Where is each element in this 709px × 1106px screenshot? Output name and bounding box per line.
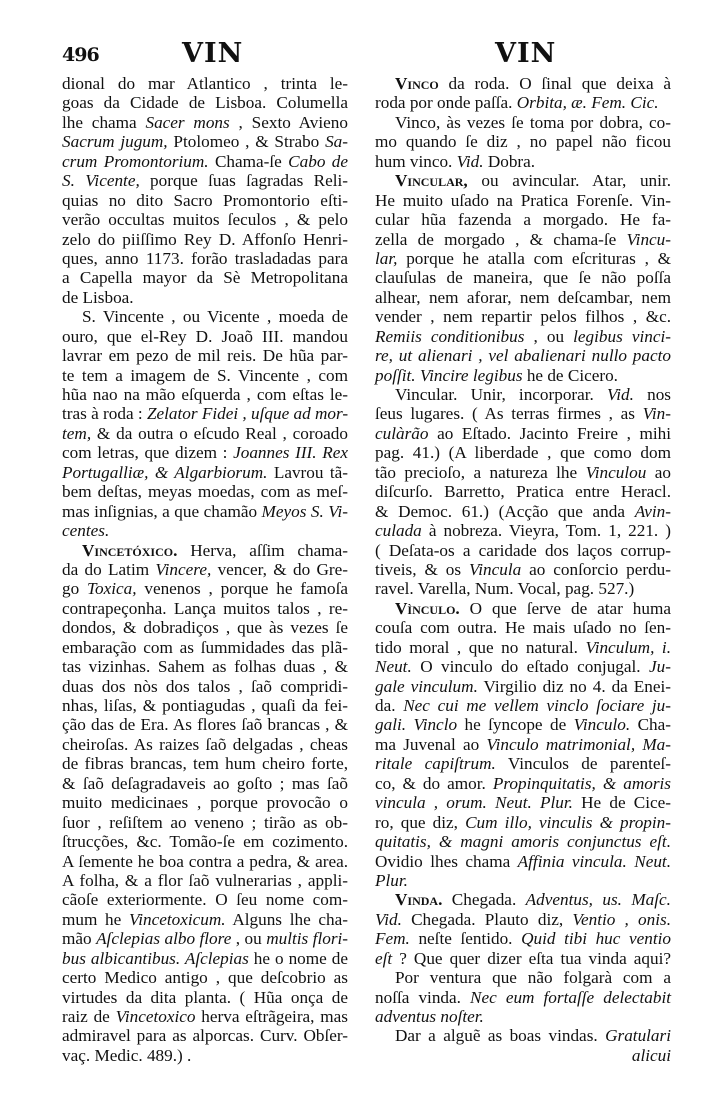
text-line xyxy=(375,638,671,657)
text-span: de Lisboa. xyxy=(62,287,134,307)
left-column xyxy=(62,74,348,1065)
text-span: à nobreza. Vieyra, Tom. 1, 221. ) xyxy=(421,521,671,541)
text-span: Chegada. Plauto diz, xyxy=(401,909,573,929)
text-line xyxy=(62,424,348,443)
italic-text: adventus noſter. xyxy=(375,1007,484,1026)
text-span: porque ſuas ſagradas Reli- xyxy=(139,171,348,191)
italic-text: Plur. xyxy=(375,870,408,890)
text-line xyxy=(62,113,348,132)
italic-text: Portugalliæ, & Algarbiorum. xyxy=(62,462,268,482)
text-span: tido moral , que no natural. xyxy=(375,637,586,657)
text-span: Chama-ſe xyxy=(208,151,289,171)
text-span: , Sexto Avieno xyxy=(229,112,348,132)
text-span: da do Latim xyxy=(62,559,156,579)
text-span: Dar a alguẽ as boas vindas. xyxy=(395,1026,606,1046)
text-span: cular hũa fazenda a morgado. He fa- xyxy=(375,210,671,230)
text-line xyxy=(375,677,671,696)
page-number: 496 xyxy=(62,44,99,66)
italic-text: Remiis conditionibus xyxy=(375,326,525,346)
text-span: & da outra o eſcudo Real , coroado xyxy=(91,423,348,443)
text-span: A folha, & a flor ſaõ vulnerarias , appli- xyxy=(62,870,348,890)
text-line xyxy=(62,541,348,560)
text-span: noſſa vinda. xyxy=(375,987,471,1007)
text-line xyxy=(62,852,348,871)
text-line xyxy=(375,230,671,249)
text-span: vender , nem repartir pelos filhos , &c. xyxy=(375,307,671,327)
text-line xyxy=(62,152,348,171)
text-span: cheiroſas. As raizes ſaõ delgadas , cheas xyxy=(62,734,348,754)
italic-text: Cabo de xyxy=(288,151,349,171)
text-span: Vinculos de parenteſ- xyxy=(495,754,671,774)
text-span: ? Que quer dizer eſta tua vinda aqui? xyxy=(392,948,671,968)
text-line xyxy=(375,482,671,501)
text-line xyxy=(375,307,671,326)
text-line xyxy=(62,307,348,326)
text-line xyxy=(62,638,348,657)
text-line xyxy=(62,230,348,249)
text-span: Dobra. xyxy=(483,151,536,171)
text-line xyxy=(62,871,348,890)
text-line xyxy=(62,132,348,151)
italic-text: Propinquitatis, & amoris xyxy=(492,773,671,793)
text-span: ou avincular. Atar, unir. xyxy=(467,171,671,191)
text-span: tiveis, & os xyxy=(375,559,469,579)
text-span: & ſaõ deſagradaveis ao goſto ; mas ſaõ xyxy=(62,773,348,793)
text-line xyxy=(375,813,671,832)
text-line xyxy=(62,404,348,423)
text-line xyxy=(375,521,671,540)
italic-text: Adventus, us. Maſc. xyxy=(525,890,671,910)
text-span: & Democ. 61.) (Acção que anda xyxy=(375,501,635,521)
text-span: hum vinco. xyxy=(375,151,457,171)
text-span: certo Medico antigo , que deſcobrio as xyxy=(62,968,348,988)
text-line xyxy=(375,910,671,929)
text-span: couſa com outra. He mais uſado no ſen- xyxy=(375,618,671,638)
text-span: , ou xyxy=(524,326,574,346)
italic-text: Affinia vincula. Neut. xyxy=(517,851,672,871)
text-span: Virgilio diz no 4. da Enei- xyxy=(477,676,672,696)
text-line xyxy=(375,988,671,1007)
italic-text: Sa- xyxy=(325,132,348,152)
italic-text: Nec eum fortaſſe delectabit xyxy=(470,987,671,1007)
text-span: da roda. O ſinal que deixa à xyxy=(438,74,671,93)
text-line xyxy=(62,502,348,521)
text-span: he de Cicero. xyxy=(522,365,618,385)
italic-text: culada xyxy=(375,521,422,541)
text-span: de fibras brancas, tem hum cheiro forte, xyxy=(62,754,348,774)
text-line xyxy=(375,1007,671,1026)
text-span: he ſyncope de xyxy=(457,715,574,735)
text-span: clauſulas de maneira, que ſe não poſſa xyxy=(375,268,671,288)
text-line xyxy=(62,560,348,579)
text-span: ſtrucções, &c. Tomão-ſe em cozimento. xyxy=(62,832,348,852)
text-line xyxy=(375,696,671,715)
italic-text: Cum illo, vinculis & propin- xyxy=(465,812,671,832)
italic-text: lar, xyxy=(375,248,398,268)
text-line xyxy=(62,968,348,987)
text-line xyxy=(375,404,671,423)
text-span: nhas, liſas, & pontiagudas , quaſi da fei- xyxy=(62,696,348,715)
text-span: Chegada. xyxy=(442,890,526,910)
text-span: herva eſtrãgeira, mas xyxy=(195,1007,348,1026)
text-line xyxy=(62,774,348,793)
text-span: muito medicinaes , porque provocão o xyxy=(62,793,348,813)
text-line xyxy=(375,715,671,734)
text-span: ravel. Varella, Num. Vocal, pag. 527.) xyxy=(375,579,635,599)
text-line xyxy=(375,288,671,307)
text-span: duas dos nòs dos talos , ſaõ compridi- xyxy=(62,676,348,696)
italic-text: Toxica, xyxy=(87,579,137,599)
text-span: S. Vincente , ou Vicente , moeda de xyxy=(82,307,348,327)
running-head-left: VIN xyxy=(182,38,244,69)
italic-text: Ju- xyxy=(649,657,671,677)
text-span: ao conſorcio perdu- xyxy=(521,559,671,579)
text-line xyxy=(62,657,348,676)
text-span: roda por onde paſſa. xyxy=(375,93,517,113)
text-line xyxy=(62,1046,348,1065)
italic-text: Aſclepias albo flore xyxy=(96,929,232,949)
text-span: raiz de xyxy=(62,1007,116,1026)
text-span: ao xyxy=(646,462,671,482)
text-span: embaração com as ſummidades das plã- xyxy=(62,637,348,657)
italic-text: S. Vicente, xyxy=(62,171,140,191)
text-line xyxy=(62,249,348,268)
italic-text: vincula , orum. Neut. Plur. xyxy=(375,793,573,813)
text-span: Vinco, às vezes ſe toma por dobra, co- xyxy=(395,112,671,132)
text-line xyxy=(375,1046,671,1065)
text-line xyxy=(62,579,348,598)
text-line xyxy=(62,385,348,404)
text-span: pag. 41.) (A liberdade , que como dom xyxy=(375,443,671,463)
italic-text: Vid. xyxy=(456,151,484,171)
italic-text: gale vinculum. xyxy=(375,676,478,696)
text-line xyxy=(62,949,348,968)
text-line xyxy=(62,715,348,734)
italic-text: Vincetoxico xyxy=(115,1007,196,1026)
text-span: ( Deſata-os a caridade dos laços corrup- xyxy=(375,540,671,560)
italic-text: Vinculo. xyxy=(573,715,631,735)
italic-text: eſt xyxy=(375,948,393,968)
italic-text: Vinculo matrimonial, Ma- xyxy=(486,734,671,754)
text-span: tras à roda : xyxy=(62,404,147,424)
text-span: ro, que diz, xyxy=(375,812,466,832)
italic-text: Vid. xyxy=(607,385,634,404)
text-line xyxy=(62,521,348,540)
italic-text: Sacer mons xyxy=(145,112,230,132)
text-span: zelo do piiſſimo Rey D. Affonſo Henri- xyxy=(62,229,348,249)
text-span: cãoſe exteriormente. O ſeu nome com- xyxy=(62,890,348,910)
text-line xyxy=(375,949,671,968)
text-span: com letras, que dizem : xyxy=(62,443,234,463)
text-line xyxy=(62,696,348,715)
italic-text: legibus vinci- xyxy=(573,326,672,346)
text-span: vencer, & do Gre- xyxy=(211,559,348,579)
text-span: ques, anno 1173. forão trasladadas para xyxy=(62,248,348,268)
text-span: Ptolomeo , & Strabo xyxy=(167,132,326,152)
text-line xyxy=(375,657,671,676)
text-line xyxy=(62,910,348,929)
text-line xyxy=(375,871,671,890)
text-span: lhe chama xyxy=(62,112,146,132)
text-span: virtudes da dita planta. ( Hũa onça de xyxy=(62,987,348,1007)
text-line xyxy=(375,560,671,579)
text-line xyxy=(62,288,348,307)
text-span: ma Juvenal ao xyxy=(375,734,487,754)
italic-text: re, ut alienari , vel abalienari nullo pacto xyxy=(375,346,671,366)
text-line xyxy=(62,618,348,637)
text-line xyxy=(62,735,348,754)
text-span: venenos , porque he famoſa xyxy=(136,579,348,599)
text-span: te tem a imagem de S. Vincente , com xyxy=(62,365,348,385)
text-line xyxy=(375,249,671,268)
italic-text: culàrão xyxy=(375,423,429,443)
text-span: vaç. Medic. 489.) . xyxy=(62,1045,192,1065)
text-line xyxy=(62,443,348,462)
text-span: ſuor , reſiſtem ao veneno ; tirão as ob- xyxy=(62,812,348,832)
italic-text: gali. Vinclo xyxy=(375,715,458,735)
text-line xyxy=(375,385,671,404)
text-line xyxy=(375,599,671,618)
text-span: ao Eſtado. Jacinto Freire , mihi xyxy=(428,423,671,443)
text-line xyxy=(375,113,671,132)
text-span: He de Cice- xyxy=(572,793,671,813)
text-span: da. xyxy=(375,696,404,715)
text-line xyxy=(375,210,671,229)
entry-headword: Vincular, xyxy=(395,171,468,191)
text-span: mão xyxy=(62,929,97,949)
text-line xyxy=(62,599,348,618)
italic-text: Joannes III. Rex xyxy=(233,443,348,463)
text-span: verão occultas muitos ſeculos , & pelo xyxy=(62,210,348,230)
text-span: Cha- xyxy=(630,715,671,735)
text-span: quias no dito Sacro Promontorio eſti- xyxy=(62,190,348,210)
text-span: alhear, nem aforar, nem deſcambar, nem xyxy=(375,287,671,307)
text-line xyxy=(375,832,671,851)
text-line xyxy=(375,754,671,773)
text-line xyxy=(375,152,671,171)
text-line xyxy=(375,852,671,871)
text-span: co, & do amor. xyxy=(375,773,493,793)
text-line xyxy=(375,541,671,560)
text-span: admiravel para as alporcas. Curv. Obſer- xyxy=(62,1026,348,1046)
text-line xyxy=(375,890,671,909)
text-line xyxy=(62,793,348,812)
text-span: mo quando ſe diz , no papel não ficou xyxy=(375,132,671,152)
text-line xyxy=(62,832,348,851)
italic-text: Zelator Fidei , uſque ad mor- xyxy=(146,404,349,424)
text-span: tão precioſo, a natureza lhe xyxy=(375,462,586,482)
text-span: O vinculo do eſtado conjugal. xyxy=(411,657,650,677)
text-line xyxy=(375,424,671,443)
italic-text: multis flori- xyxy=(266,929,349,949)
text-span: dional do mar Atlantico , trinta le- xyxy=(62,74,348,93)
italic-text: Vinculou xyxy=(585,462,647,482)
text-span: O que ſerve de atar huma xyxy=(459,598,671,618)
text-span: go xyxy=(62,579,88,599)
text-line xyxy=(62,813,348,832)
italic-text: Vincula xyxy=(469,559,522,579)
text-line xyxy=(375,502,671,521)
text-span: ção das de Era. As flores ſaõ brancas , & xyxy=(62,715,348,735)
italic-text: Vincetoxicum. xyxy=(129,909,226,929)
text-line xyxy=(62,463,348,482)
italic-text: Gratulari xyxy=(605,1026,671,1046)
text-span: contrapeçonha. Lança muitos talos , re- xyxy=(62,598,348,618)
text-span: a Capella mayor da Sè Metropolitana xyxy=(62,268,348,288)
text-line xyxy=(375,463,671,482)
text-span: tas vizinhas. Sahem as folhas duas , & xyxy=(62,657,348,677)
text-line xyxy=(62,754,348,773)
text-span: He muito uſado na Pratica Forenſe. Vin- xyxy=(375,190,671,210)
text-line xyxy=(375,366,671,385)
italic-text: Ventio , onis. xyxy=(572,909,671,929)
text-line xyxy=(375,1026,671,1045)
italic-text: centes. xyxy=(62,521,110,541)
text-span: Por ventura que não folgarà com a xyxy=(395,968,671,988)
entry-headword: Vinco xyxy=(395,74,439,93)
italic-text: tem, xyxy=(62,423,92,443)
text-line xyxy=(375,579,671,598)
text-line xyxy=(375,618,671,637)
text-line xyxy=(62,93,348,112)
italic-text: poſſit. Vincire legibus xyxy=(375,365,523,385)
italic-text: Vinculum, i. xyxy=(585,637,671,657)
right-column xyxy=(375,74,671,1065)
text-span: , ou xyxy=(231,929,267,949)
text-span: Alguns lhe cha- xyxy=(225,909,348,929)
text-span: bem deſtas, meyas moedas, com as meſ- xyxy=(62,482,348,502)
text-line xyxy=(375,968,671,987)
italic-text: Quid tibi huc ventio xyxy=(521,929,672,949)
text-line xyxy=(62,1026,348,1045)
text-line xyxy=(62,1007,348,1026)
text-span: Herva, aſſim chama- xyxy=(177,540,348,560)
text-span: diſcurſo. Barretto, Pratica entre Heracl. xyxy=(375,482,671,502)
text-line xyxy=(375,74,671,93)
text-span: neſte ſentido. xyxy=(409,929,522,949)
text-line xyxy=(62,191,348,210)
italic-text: Fem. xyxy=(375,929,410,949)
text-line xyxy=(62,171,348,190)
text-span: mum he xyxy=(62,909,129,929)
text-span: Ovidio lhes chama xyxy=(375,851,518,871)
text-line xyxy=(62,677,348,696)
text-span: zella de morgado , & chama-ſe xyxy=(375,229,627,249)
text-line xyxy=(62,327,348,346)
text-span: Vincular. Unir, incorporar. xyxy=(395,385,608,404)
text-span: mas inſignias, a que chamão xyxy=(62,501,262,521)
text-span: lavrar em pezo de mil reis. De hũa par- xyxy=(62,346,348,366)
text-line xyxy=(62,74,348,93)
text-line xyxy=(62,890,348,909)
text-span: Lavrou tã- xyxy=(267,462,349,482)
entry-headword: Vincetóxico. xyxy=(82,540,178,560)
italic-text: Orbita, æ. Fem. Cic. xyxy=(516,93,659,113)
text-line xyxy=(62,346,348,365)
italic-text: Nec cui me vellem vinclo ſociare ju- xyxy=(403,696,671,715)
text-line xyxy=(62,268,348,287)
text-span: ouro, que el-Rey D. Joaõ III. mandou xyxy=(62,326,348,346)
italic-text: crum Promontorium. xyxy=(62,151,209,171)
italic-text: alicui xyxy=(631,1045,671,1065)
italic-text: Sacrum jugum, xyxy=(62,132,168,152)
text-line xyxy=(62,210,348,229)
italic-text: Vid. xyxy=(375,909,402,929)
text-span: hũa nao na mão eſquerda , com eſtas le- xyxy=(62,385,348,404)
text-line xyxy=(62,366,348,385)
text-line xyxy=(375,443,671,462)
text-line xyxy=(375,191,671,210)
text-span: nos xyxy=(633,385,671,404)
text-span: goas da Cidade de Lisboa. Columella xyxy=(62,93,348,113)
entry-headword: Vìnculo. xyxy=(395,598,460,618)
text-span: porque he atalla com eſcrituras , & xyxy=(397,248,671,268)
text-span: he o nome de xyxy=(248,948,348,968)
italic-text: Vin- xyxy=(642,404,671,424)
italic-text: Neut. xyxy=(375,657,412,677)
text-line xyxy=(375,735,671,754)
text-line xyxy=(375,346,671,365)
running-head-right: VIN xyxy=(495,38,557,69)
text-span: dondos, & dobradiços , que às vezes ſe xyxy=(62,618,348,638)
italic-text: bus albicantibus. Aſclepias xyxy=(62,948,249,968)
italic-text: Meyos S. Vi- xyxy=(261,501,349,521)
text-span: ſeus lugares. ( As terras firmes , as xyxy=(375,404,643,424)
text-line xyxy=(375,929,671,948)
text-line xyxy=(375,93,671,112)
text-line xyxy=(62,988,348,1007)
text-span: A ſemente he boa contra a pedra, & area. xyxy=(62,851,348,871)
text-line xyxy=(62,929,348,948)
text-line xyxy=(375,793,671,812)
text-line xyxy=(375,268,671,287)
italic-text: Avin- xyxy=(634,501,671,521)
italic-text: quitatis, & magni amoris conjunctus eſt. xyxy=(375,832,671,852)
text-line xyxy=(375,171,671,190)
italic-text: ritale capiſtrum. xyxy=(375,754,496,774)
italic-text: Vincere, xyxy=(155,559,212,579)
text-line xyxy=(62,482,348,501)
italic-text: Vincu- xyxy=(626,229,671,249)
entry-headword: Vinda. xyxy=(395,890,443,910)
text-line xyxy=(375,774,671,793)
text-line xyxy=(375,132,671,151)
text-line xyxy=(375,327,671,346)
